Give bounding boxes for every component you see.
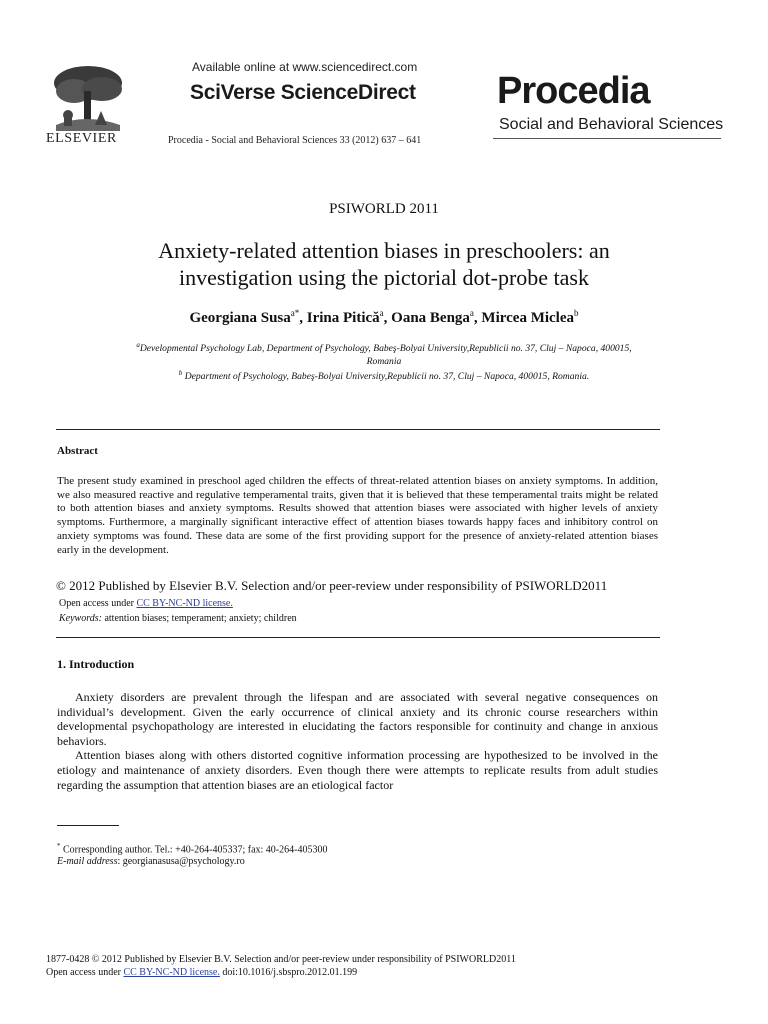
email-label: E-mail address [57, 856, 118, 867]
affiliation-mark: a [136, 341, 140, 349]
footnote-email [57, 856, 245, 867]
keywords-values: attention biases; temperament; anxiety; children [101, 613, 297, 624]
author-name: Mircea Miclea [481, 310, 575, 326]
conference-name: PSIWORLD 2011 [329, 201, 439, 217]
affiliation-b-line: Department of Psychology, Babeş-Bolyai University,Republicii no. 37, Cluj – Napoca, 400015, Romania. [182, 371, 590, 383]
author-affiliation-mark: a [379, 308, 384, 318]
author-affiliation-mark: a [469, 308, 474, 318]
procedia-underline [493, 138, 721, 139]
open-access-prefix: Open access under [59, 598, 137, 609]
affiliation-a-line1: Developmental Psychology Lab, Department of Psychology, Babeş-Bolyai University,Republicii no. 37, Cluj – Napoca, 400015, [139, 343, 632, 355]
intro-paragraph-1: Anxiety disorders are prevalent through the lifespan and are associated with several negative consequences on individual’s development. Given the early occurrence of clinical anxiety and its chronic course researchers within developmental psychopathology are interested in elucidating the factors responsible for continuity and change in anxious behaviors. [57, 690, 658, 748]
footnote-mark: * [57, 842, 61, 850]
author-affiliation-mark: a* [290, 308, 300, 318]
author-name: Oana Benga [391, 310, 470, 326]
keywords-label: Keywords: [59, 613, 102, 624]
intro-paragraph-2: Attention biases along with others distorted cognitive information processing are hypothesized to be involved in the etiology and maintenance of anxiety disorders. Even though there were attempts to replicate results from adult studies regarding the assumption that attention biases are an etiological factor [57, 748, 658, 792]
abstract-heading: Abstract [57, 445, 98, 457]
bottom-open-access-line [46, 967, 357, 978]
abstract-top-rule [56, 429, 660, 430]
abstract-bottom-rule [56, 637, 660, 638]
keywords-line [59, 613, 297, 624]
bottom-license-link[interactable]: CC BY-NC-ND license. [123, 967, 220, 978]
open-access-line [59, 598, 233, 609]
author-affiliation-mark: b [574, 308, 579, 318]
journal-reference: Procedia - Social and Behavioral Sciences 33 (2012) 637 – 641 [168, 135, 422, 146]
affiliation-b [70, 367, 698, 383]
author-name: Georgiana Susa [189, 310, 291, 326]
elsevier-wordmark: ELSEVIER [46, 131, 117, 146]
affiliation-a-line2: Romania [366, 356, 402, 368]
introduction-body [57, 690, 658, 792]
issn-copyright-line: 1877-0428 © 2012 Published by Elsevier B.V. Selection and/or peer-review under responsibility of PSIWORLD2011 [46, 954, 516, 965]
author-list: Georgiana Susa$^{a*}$, Irina Pitică$^a$, Oana Benga$^a$, Mircea Miclea$^b$ [189, 308, 579, 326]
abstract-body: The present study examined in preschool aged children the effects of threat-related attention biases on anxiety symptoms. In addition, we also measured reactive and regulative temperamental traits, given that it is believed that these temperamental traits might be related to both attention biases and anxiety symptoms. Results showed that attention biases were associated with higher levels of anxiety symptoms. Furthermore, a marginally significant interactive effect of attention biases towards happy faces and inhibitory control on anxiety symptoms was found. These data are some of the first providing support for the presence of anxiety-related attention biases early in the development. [57, 475, 658, 556]
doi: doi:10.1016/j.sbspro.2012.01.199 [219, 967, 358, 978]
footnote-rule [57, 825, 119, 826]
sciverse-sciencedirect-logo: SciVerse ScienceDirect [190, 81, 416, 104]
paper-title [80, 237, 688, 291]
author-name: Irina Pitică [306, 310, 380, 326]
affiliation-mark: b [178, 369, 183, 377]
procedia-subtitle: Social and Behavioral Sciences [499, 116, 724, 133]
title-line-2: investigation using the pictorial dot-probe task [179, 265, 589, 290]
section-heading: 1. Introduction [57, 657, 135, 671]
copyright-line: © 2012 Published by Elsevier B.V. Selection and/or peer-review under responsibility of PSIWORLD2011 [56, 578, 608, 593]
footnote-corresponding-text: Corresponding author. Tel.: +40-264-405337; fax: 40-264-405300 [60, 844, 328, 856]
available-online-text: Available online at www.sciencedirect.com [192, 60, 418, 74]
license-link[interactable]: CC BY-NC-ND license. [136, 598, 233, 609]
email-address: : georgianasusa@psychology.ro [117, 856, 245, 867]
footnote-corresponding [57, 842, 327, 855]
title-line-1: Anxiety-related attention biases in preschoolers: an [158, 238, 610, 263]
procedia-logo: Procedia [497, 70, 650, 112]
affiliation-a [70, 339, 698, 368]
bottom-open-access-prefix: Open access under [46, 967, 124, 978]
